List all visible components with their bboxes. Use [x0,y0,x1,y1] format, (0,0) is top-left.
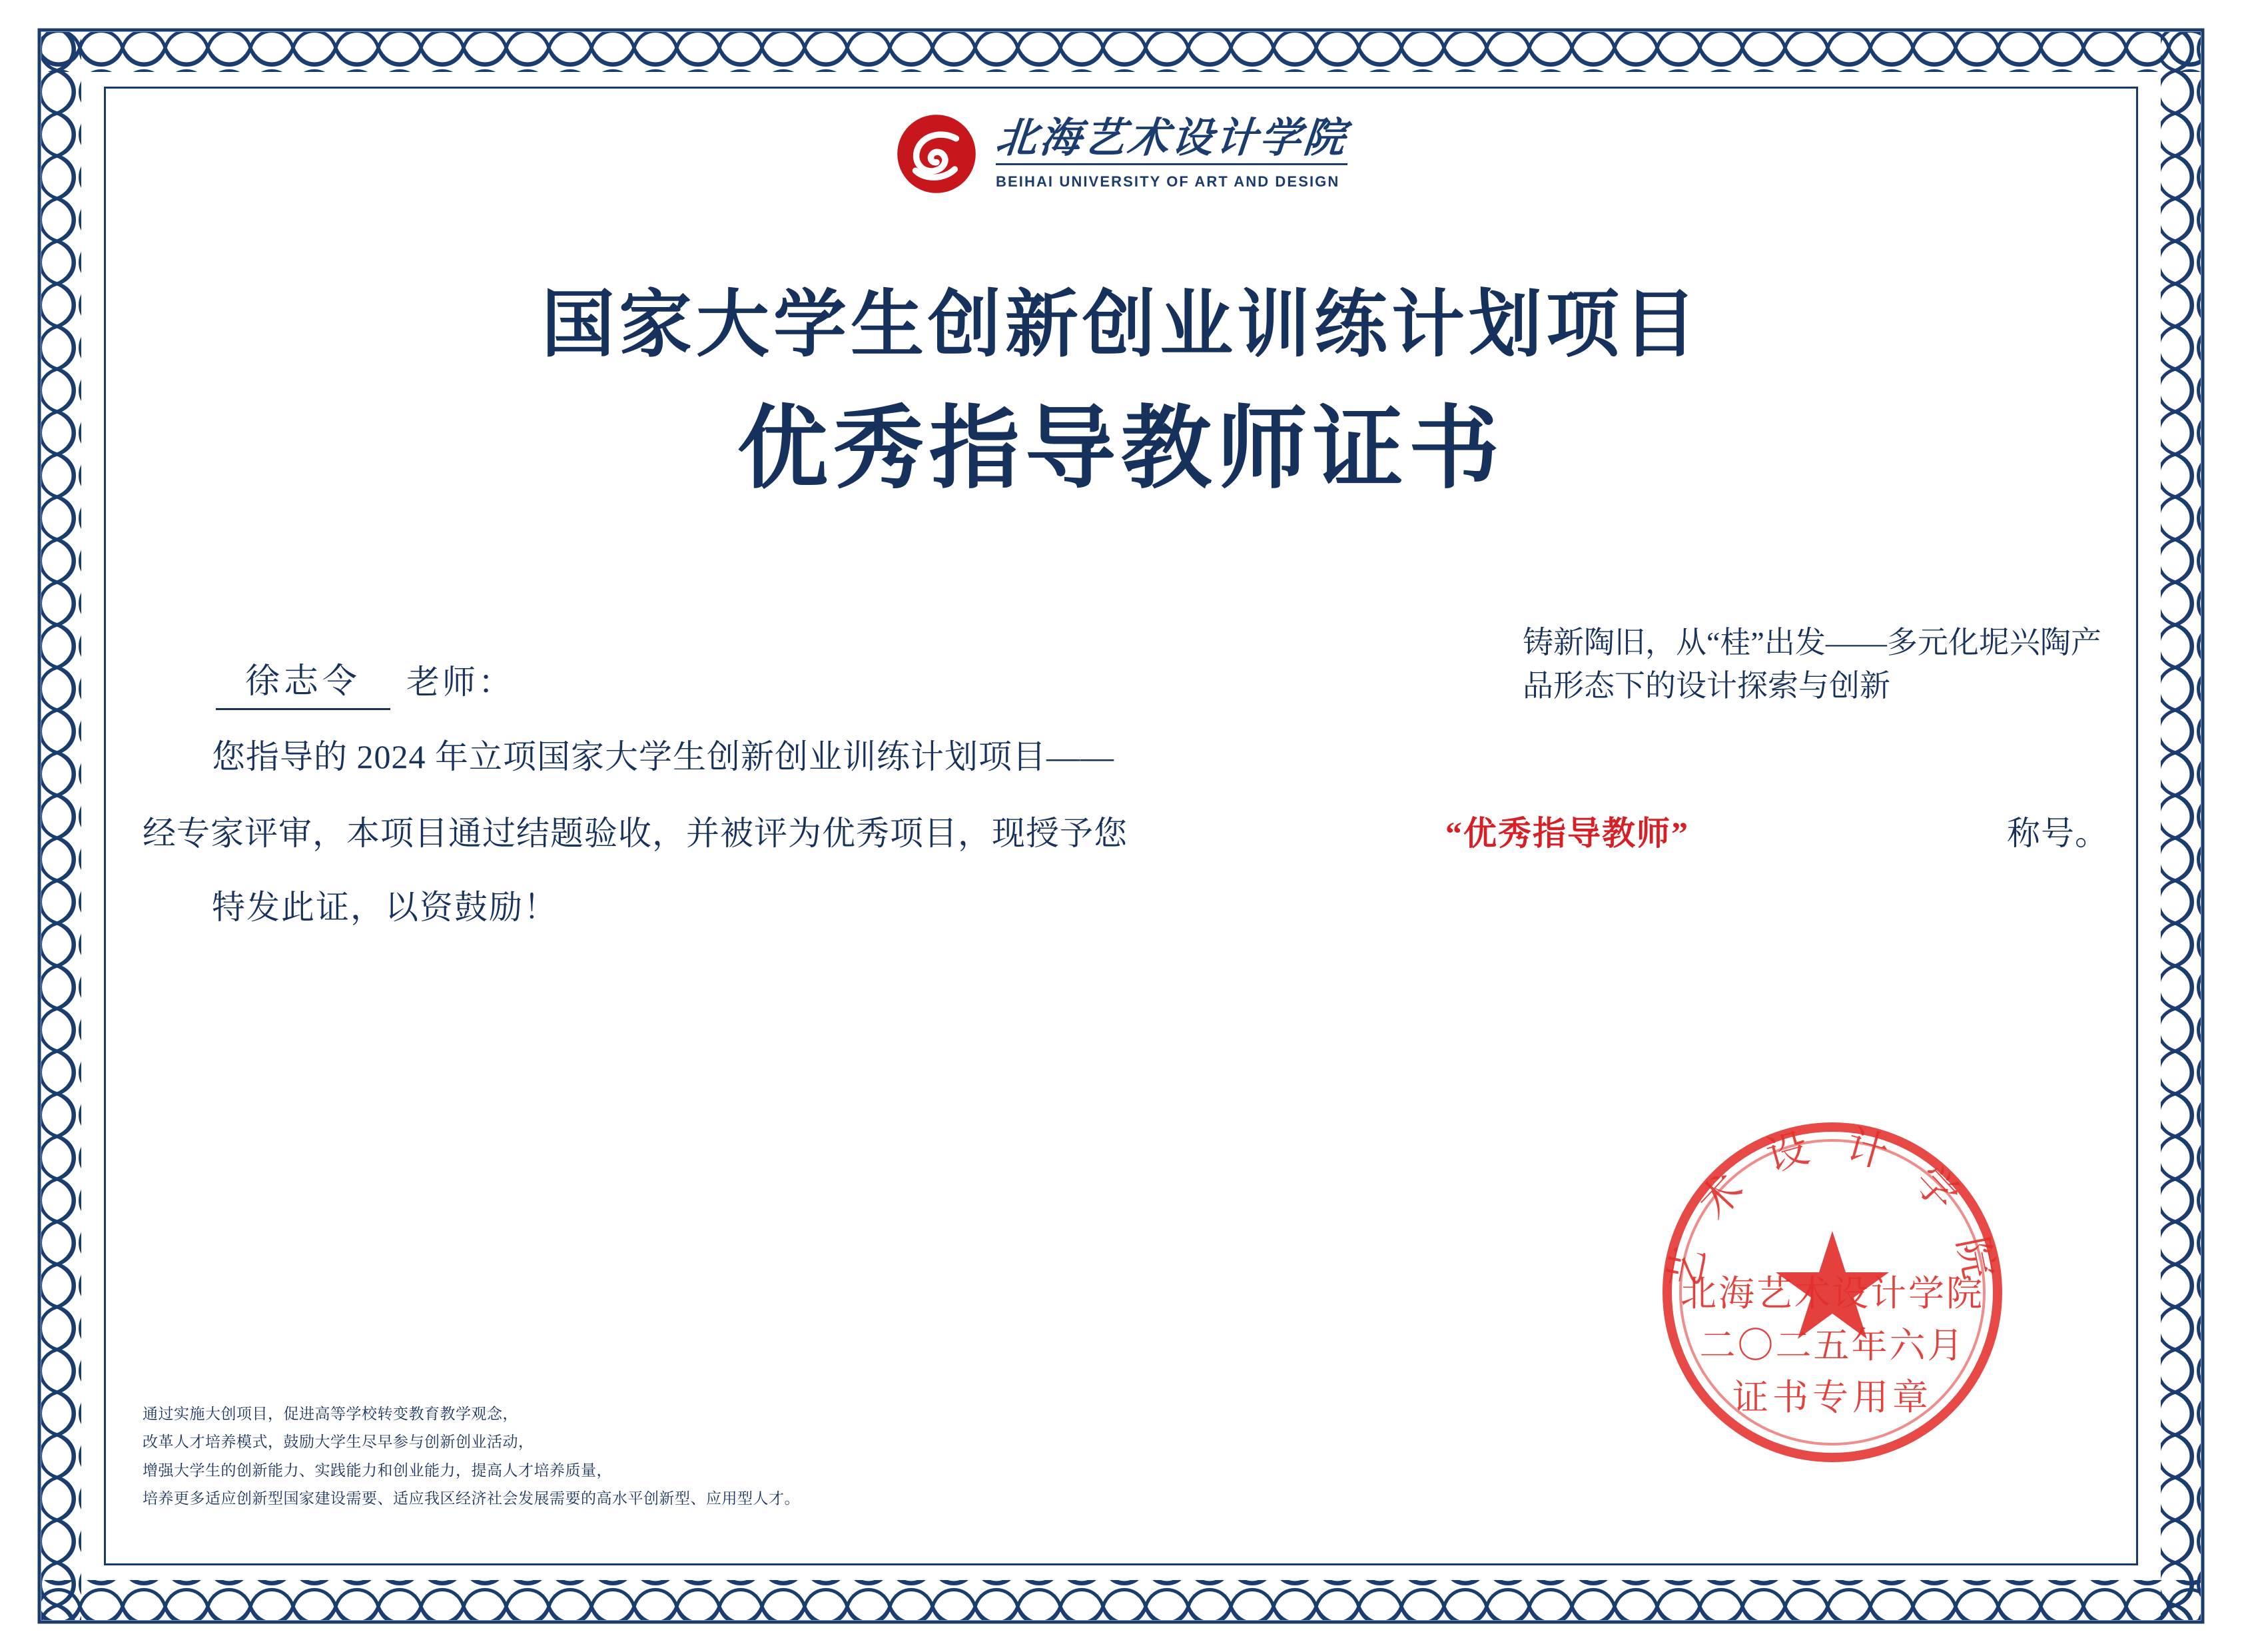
seal-line-1: 北海艺术设计学院 [1681,1274,1984,1314]
body-text-segment-3: 特发此证，以资鼓励！ [212,889,558,926]
title-block [113,280,2129,504]
seal-line-2: 二〇二五年六月 [1699,1326,1966,1366]
project-title: 铸新陶旧，从“桂”出发——多元化坭兴陶产品形态下的设计探索与创新 [1523,625,2101,703]
certificate-title-line1: 国家大学生创新创业训练计划项目 [542,284,1700,366]
logo-name-cn: 北海艺术设计学院 [994,115,1350,161]
institution-logo-block [113,112,2129,196]
body-paragraph-3 [143,881,2109,929]
body-paragraph-1 [143,727,2109,787]
seal-graphic [1646,1106,2019,1479]
certificate-content [113,87,2129,1565]
seal-line-3: 证书专用章 [1732,1378,1932,1418]
recipient-suffix: 老师： [406,663,514,701]
footnote-line-2: 改革人才培养模式，鼓励大学生尽早参与创新创业活动， [143,1434,534,1451]
body-text-segment-2b: 称号。 [2007,815,2109,852]
official-seal [1646,1106,2019,1479]
footnote-line-3: 增强大学生的创新能力、实践能力和创业能力，提高人才培养质量， [143,1461,612,1479]
recipient-name: 徐志令 [216,653,390,710]
body-paragraph-2 [143,804,2109,863]
body-text-segment-2a: 经专家评审，本项目通过结题验收，并被评为优秀项目，现授予您 [143,815,1128,852]
footnote-block [143,1400,800,1513]
body-text-segment-1: 您指导的 2024 年立项国家大学生创新创业训练计划项目—— [212,738,1114,775]
footnote-line-4: 培养更多适应创新型国家建设需要、适应我区经济社会发展需要的高水平创新型、应用型人才。 [143,1490,800,1507]
certificate-title-line2: 优秀指导教师证书 [737,399,1505,500]
logo-divider [996,163,1347,165]
swirl-logo-icon [895,112,978,196]
seal-outer-text: 艺 术 设 计 学 院 [1661,1122,2004,1294]
footnote-line-1: 通过实施大创项目，促进高等学校转变教育教学观念， [143,1405,518,1422]
logo-name-en: BEIHAI UNIVERSITY OF ART AND DESIGN [995,173,1340,191]
certificate-body [143,625,2109,929]
award-title: “优秀指导教师” [1445,815,1689,852]
